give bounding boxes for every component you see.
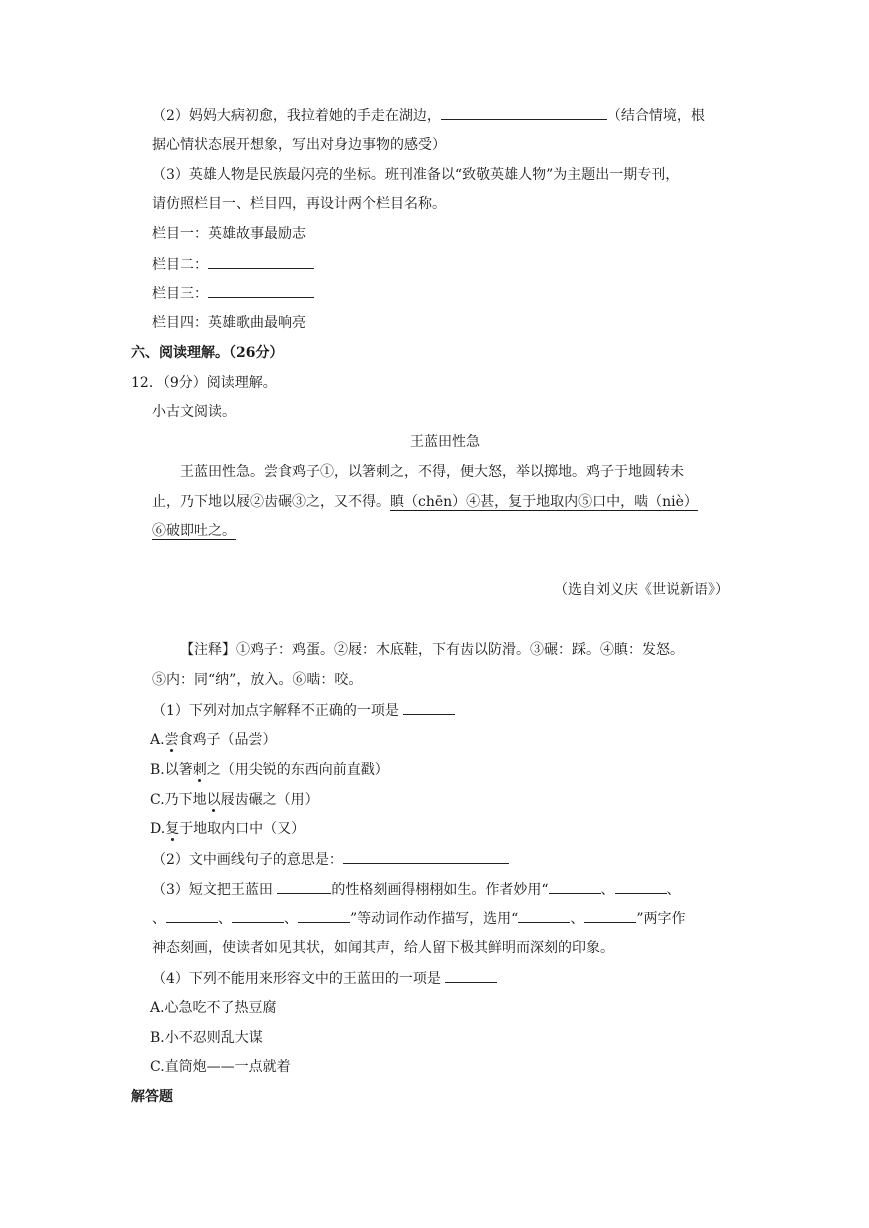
- option-b[interactable]: [150, 760, 389, 780]
- answer-section-heading: 解答题: [131, 1089, 173, 1105]
- separator: 、: [570, 911, 585, 927]
- option-letter: D.: [150, 821, 166, 837]
- option-4c[interactable]: C.直筒炮——一点就着: [150, 1059, 291, 1075]
- option-4b[interactable]: B.小不忍则乱大谋: [150, 1030, 263, 1046]
- answer-blank[interactable]: [232, 908, 284, 923]
- separator: 、: [284, 911, 298, 927]
- q3-line1: （3）英雄人物是民族最闪亮的坐标。班刊准备以“致敬英雄人物”为主题出一期专刊，: [152, 167, 680, 183]
- answer-blank[interactable]: [518, 908, 570, 923]
- passage-source: （选自刘义庆《世说新语》）: [554, 582, 729, 598]
- answer-blank[interactable]: [615, 879, 667, 894]
- option-text: 于地取内口中（又）: [179, 821, 306, 837]
- answer-blank[interactable]: [208, 254, 314, 269]
- subquestion-3-text: 的性格刻画得栩栩如生。作者妙用“: [331, 882, 549, 898]
- answer-blank[interactable]: [298, 908, 350, 923]
- option-text: 食鸡子（品尝）: [178, 732, 277, 748]
- subquestion-4-text: （4）下列不能用来形容文中的王蓝田的一项是: [152, 971, 441, 987]
- option-letter: B.以箸: [150, 762, 193, 778]
- passage-line-3: [152, 521, 236, 541]
- option-4a[interactable]: A.心急吃不了热豆腐: [150, 1000, 277, 1016]
- answer-blank[interactable]: [166, 908, 218, 923]
- underlined-sentence: 瞋（chēn）④甚，复于地取内⑤口中，啮（niè）: [390, 494, 698, 510]
- column-3-label: 栏目三：: [152, 286, 208, 302]
- subquestion-3-line1: [152, 879, 681, 900]
- subquestion-3-text: ”两字作: [636, 911, 686, 927]
- notes-line-1: 【注释】①鸡子：鸡蛋。②屐：木底鞋，下有齿以防滑。③碾：踩。④瞋：发怒。: [180, 642, 684, 658]
- column-3: [152, 283, 314, 304]
- question-2-line: [152, 105, 705, 126]
- separator: 、: [666, 882, 681, 898]
- passage-title: 王蓝田性急: [410, 434, 480, 450]
- subquestion-3-text: （3）短文把王蓝田: [152, 882, 273, 898]
- answer-blank[interactable]: [445, 968, 497, 983]
- passage-line-2-text: 止，乃下地以屐②齿碾③之，又不得。: [152, 494, 390, 510]
- dotted-char: 尝: [164, 732, 179, 748]
- dotted-char: 复: [165, 821, 180, 837]
- subquestion-3-line3: 神态刻画，使读者如见其状，如闻其声，给人留下极其鲜明而深刻的印象。: [152, 940, 614, 956]
- answer-blank[interactable]: [403, 700, 455, 715]
- passage-line-1: 王蓝田性急。尝食鸡子①，以箸刺之，不得，便大怒，举以掷地。鸡子于地圆转未: [180, 464, 684, 480]
- answer-blank[interactable]: [277, 879, 331, 894]
- answer-blank[interactable]: [208, 283, 314, 298]
- column-1: 栏目一：英雄故事最励志: [152, 226, 306, 242]
- option-c[interactable]: [150, 790, 319, 810]
- q2-suffix: （结合情境，根: [606, 108, 705, 124]
- subquestion-3-text: ”等动词作动作描写，选用“: [350, 911, 519, 927]
- dotted-char: 刺: [192, 762, 207, 778]
- option-a[interactable]: [150, 730, 277, 750]
- answer-blank[interactable]: [549, 879, 601, 894]
- option-letter: C.乃下地: [150, 792, 207, 808]
- separator: 、: [600, 882, 615, 898]
- dotted-char: 以: [206, 792, 221, 808]
- separator: 、: [152, 911, 166, 927]
- q2-continuation: 据心情状态展开想象，写出对身边事物的感受）: [152, 137, 446, 153]
- subquestion-1: [152, 700, 455, 721]
- option-letter: A.: [150, 732, 165, 748]
- option-d[interactable]: [150, 819, 305, 839]
- subquestion-2-text: （2）文中画线句子的意思是：: [152, 852, 343, 868]
- section-6-heading: 六、阅读理解。（26分）: [131, 345, 284, 361]
- answer-blank[interactable]: [584, 908, 636, 923]
- answer-blank[interactable]: [441, 105, 607, 120]
- column-2: [152, 254, 314, 275]
- subquestion-3-line2: [152, 908, 686, 929]
- notes-line-2: ⑤内：同“纳”，放入。⑥啮：咬。: [152, 672, 363, 688]
- subquestion-4: [152, 968, 497, 989]
- option-text: 屐齿碾之（用）: [220, 792, 319, 808]
- underlined-sentence-end: ⑥破即吐之。: [152, 523, 236, 539]
- separator: 、: [218, 911, 232, 927]
- passage-line-2: [152, 492, 698, 512]
- column-2-label: 栏目二：: [152, 257, 208, 273]
- option-text: 之（用尖锐的东西向前直戳）: [206, 762, 389, 778]
- subquestion-1-text: （1）下列对加点字解释不正确的一项是: [152, 703, 399, 719]
- subquestion-2: [152, 849, 509, 870]
- q12-header: 12．（9分）阅读理解。: [131, 375, 277, 391]
- q3-line2: 请仿照栏目一、栏目四，再设计两个栏目名称。: [152, 196, 446, 212]
- answer-blank[interactable]: [343, 849, 509, 864]
- q12-subheading: 小古文阅读。: [152, 404, 236, 420]
- column-4: 栏目四：英雄歌曲最响亮: [152, 315, 306, 331]
- q2-prefix: （2）妈妈大病初愈，我拉着她的手走在湖边，: [152, 108, 441, 124]
